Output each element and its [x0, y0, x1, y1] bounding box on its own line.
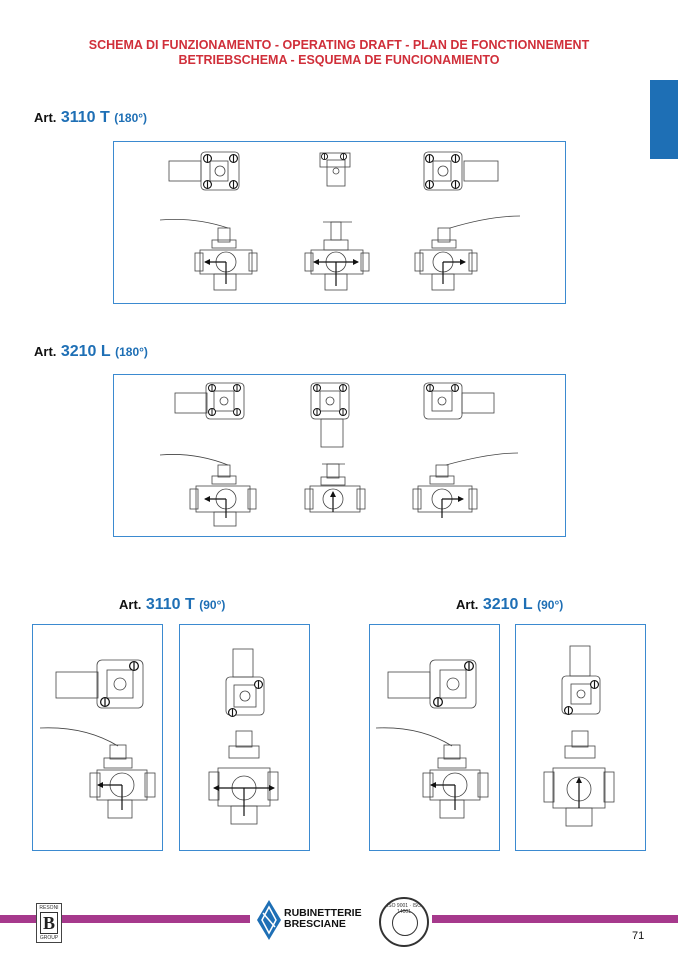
- art-prefix: Art.: [34, 110, 57, 125]
- art-prefix: Art.: [119, 597, 142, 612]
- footer-bar-right: [432, 915, 678, 923]
- valve-side-view-icon: [413, 453, 518, 512]
- valve-side-view-icon: [305, 222, 369, 290]
- valve-side-view-icon: [40, 728, 155, 818]
- logo-bottom-text: GROUP: [39, 935, 59, 941]
- art-number: 3110 T: [145, 596, 195, 613]
- brand-name: [284, 908, 362, 930]
- iso-certification-icon: [379, 897, 429, 947]
- logo-top-text: RESONI: [39, 905, 59, 911]
- rubinetterie-logo-icon: [256, 899, 282, 941]
- art-prefix: Art.: [456, 597, 479, 612]
- valve-top-view-icon: [424, 152, 498, 190]
- art-angle: (90°): [199, 598, 226, 612]
- art-number: 3110 T: [60, 109, 110, 126]
- valve-side-view-icon: [160, 219, 257, 290]
- brand-line-2: BRESCIANE: [284, 918, 346, 930]
- page-number: 71: [632, 930, 645, 942]
- logo-letter: B: [40, 912, 58, 934]
- header-line-2: BETRIEBSCHEMA - ESQUEMA DE FUNCIONAMIENTO: [178, 53, 500, 67]
- valve-side-view-icon: [305, 464, 365, 512]
- header-line-1: SCHEMA DI FUNZIONAMENTO - OPERATING DRAFT - PLAN DE FONCTIONNEMENT: [88, 38, 590, 52]
- valve-side-view-icon: [415, 216, 520, 290]
- valve-top-view-icon: [424, 383, 494, 419]
- valve-side-view-icon: [160, 454, 256, 526]
- iso-text: ISO 9001 · ISO 14001: [386, 903, 422, 915]
- art-angle: (90°): [537, 598, 564, 612]
- b-group-logo-icon: [36, 903, 62, 943]
- brand-line-1: RUBINETTERIE: [284, 907, 362, 919]
- art-angle: (180°): [114, 111, 148, 125]
- valve-side-view-icon: [376, 728, 488, 818]
- art-prefix: Art.: [34, 344, 57, 359]
- art-angle: (180°): [115, 345, 148, 359]
- valve-top-view-icon: [388, 660, 476, 708]
- valve-top-view-icon: [562, 646, 600, 714]
- flow-arrow-icon: [98, 262, 579, 816]
- art-number: 3210 L: [482, 596, 533, 613]
- art-number: 3210 L: [60, 343, 111, 360]
